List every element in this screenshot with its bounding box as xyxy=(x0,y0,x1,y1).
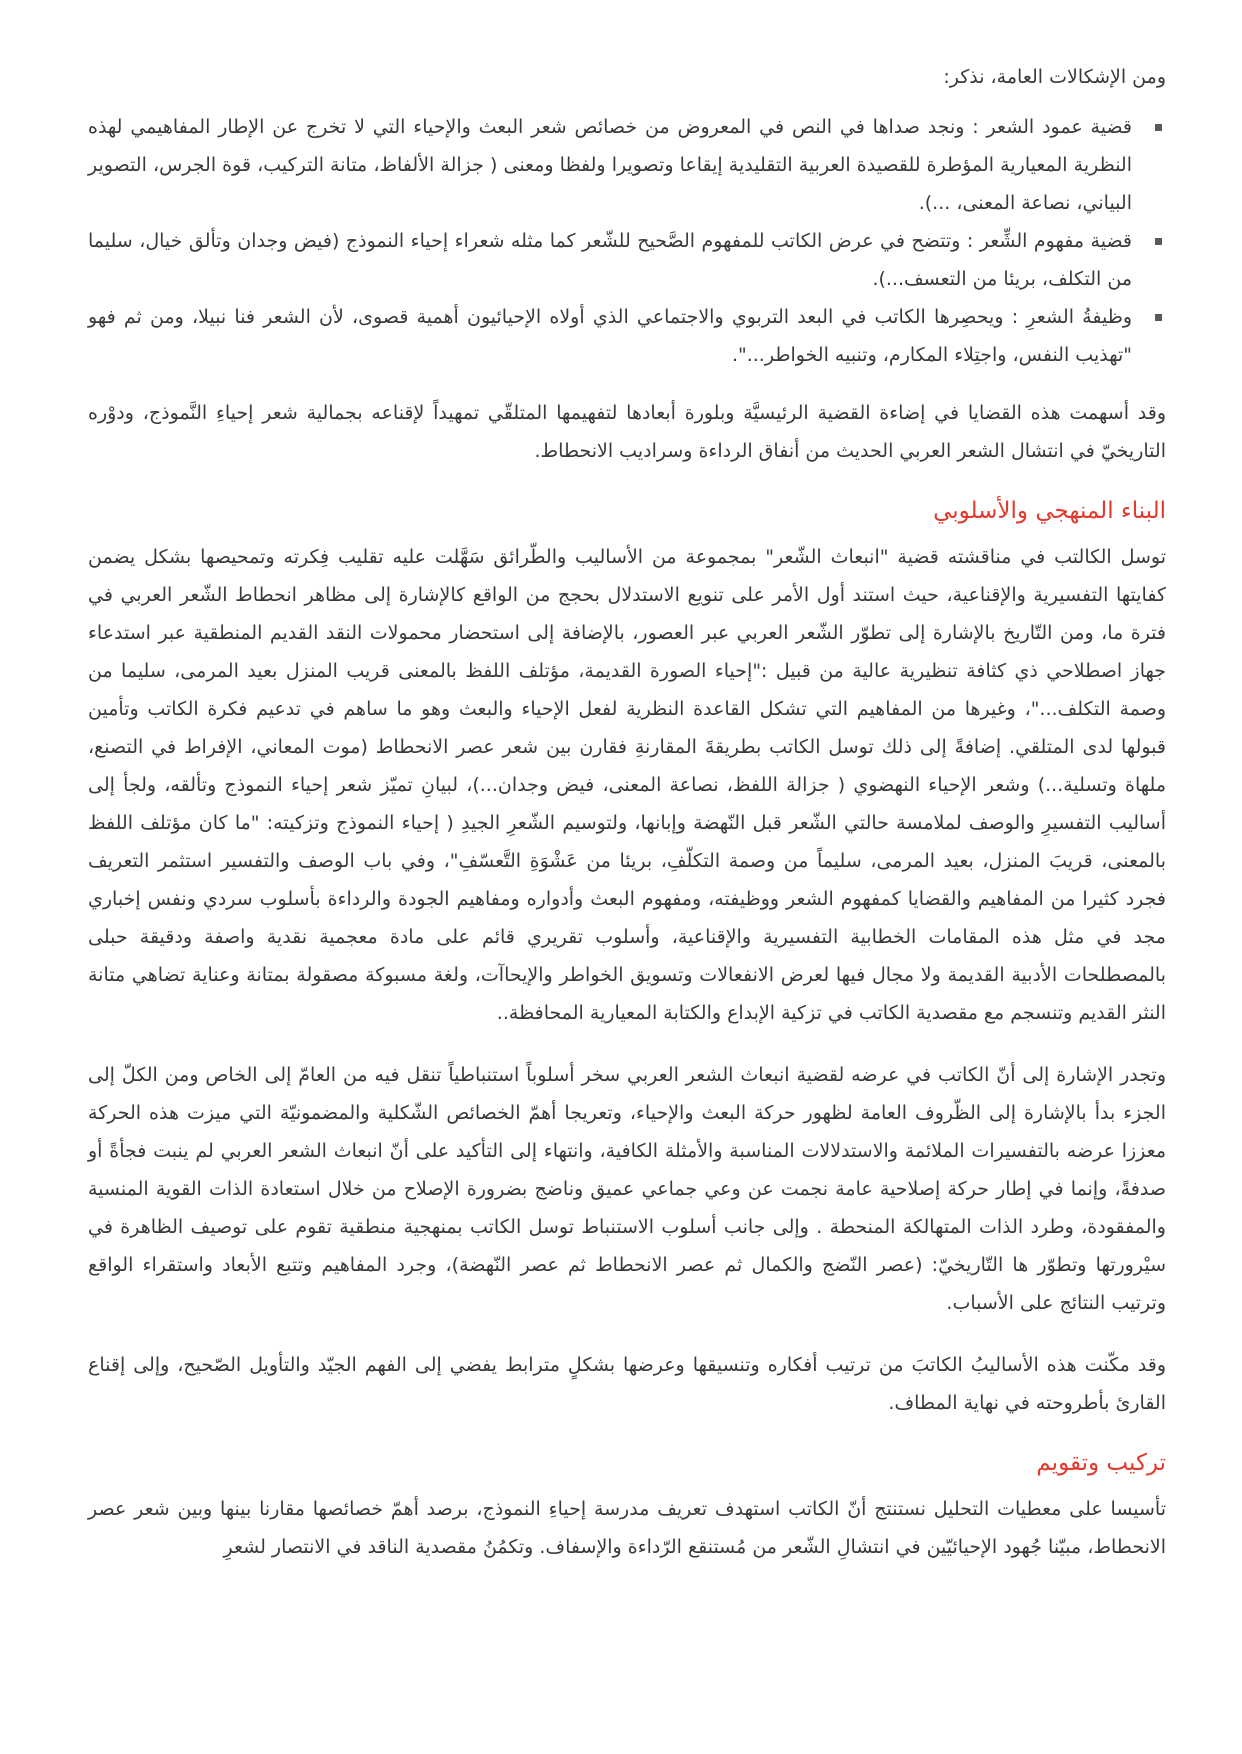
issue-text: وظيفةُ الشعرِ : ويحصِرها الكاتب في البعد التربوي والاجتماعي الذي أولاه الإحيائيون أهمية قصوى، لأن الشعر فنا نبيلا، ومن ثم فهو "تهذيب النفس، واجتِلاء المكارم، وتنبيه الخواطر...". xyxy=(88,306,1132,366)
list-item xyxy=(88,222,1166,298)
section-heading-methodology: البناء المنهجي والأسلوبي xyxy=(933,498,1166,524)
document-page xyxy=(88,58,1166,1566)
section-heading-synthesis: تركيب وتقويم xyxy=(1036,1450,1166,1476)
methodology-paragraph-3: وقد مكّنت هذه الأساليبُ الكاتبَ من ترتيب أفكاره وتنسيقها وعرضها بشكلٍ مترابط يفضي إلى الفهم الجيّد والتأويل الصّحيح، وإلى إقناع القارئ بأطروحته في نهاية المطاف. xyxy=(88,1354,1166,1414)
square-bullet-icon xyxy=(1155,124,1162,131)
issue-text: قضية مفهوم الشِّعر : وتتضح في عرض الكاتب للمفهوم الصَّحيح للشّعر كما مثله شعراء إحياء النموذج (فيض وجدان وتألق خيال، سليما من التكلف، بريئا من التعسف...). xyxy=(88,230,1132,290)
issue-text: قضية عمود الشعر : ونجد صداها في النص في المعروض من خصائص شعر البعث والإحياء التي لا تخرج عن الإطار المفاهيمي لهذه النظرية المعيارية المؤطرة للقصيدة العربية التقليدية إيقاعا وتصويرا ولفظا ومعنى ( جزالة الألفاظ، متانة التركيب، قوة الجرس، التصوير البياني، نصاعة المعنى، ...). xyxy=(88,116,1132,214)
methodology-paragraph-1: توسل الكالتب في مناقشته قضية "انبعاث الشّعر" بمجموعة من الأساليب والطّرائق سَهَّلت عليه تقليب فِكرته وتمحيصها بشكل يضمن كفايتها التفسيرية والإقناعية، حيث استند أول الأمر على تنويع الاستدلال بحجج من الواقع كالإشارة إلى مظاهر انحطاط الشّعر العربي في فترة ما، ومن التّاريخ بالإشارة إلى تطوّر الشّعر العربي عبر العصور، بالإضافة إلى استحضار محمولات النقد القديم المنطقية عبر استدعاء جهاز اصطلاحي ذي كثافة تنظيرية عالية من قبيل :"إحياء الصورة القديمة، مؤتلف اللفظ بالمعنى قريب المنزل بعيد المرمى، سليما من وصمة التكلف..."، وغيرها من المفاهيم التي تشكل القاعدة النظرية لفعل الإحياء والبعث وهو ما ساهم في تدعيم فكرة الكاتب وتأمين قبولها لدى المتلقي. إضافةً إلى ذلك توسل الكاتب بطريقةَ المقارنةِ فقارن بين شعر عصر الانحطاط (موت المعاني، الإفراط في التصنع، ملهاة وتسلية...) وشعر الإحياء النهضوي ( جزالة اللفظ، نصاعة المعنى، فيض وجدان...)، لبيانِ تميّز شعر إحياء النموذج وتألقه، ولجأ إلى أساليب التفسيرِ والوصف لملامسة حالتي الشّعر قبل النّهضة وإبانها، ولتوسيم الشّعرِ الجيدِ ( إحياء النموذج وتزكيته: "ما كان مؤتلف اللفظ بالمعنى، قريبَ المنزل، بعيد المرمى، سليماً من وصمة التكلّفِ، بريئا من عَشْوَةِ التَّعسّفِ"، وفي باب الوصف والتفسير استثمر التعريف فجرد كثيرا من المفاهيم والقضايا كمفهوم الشعر ووظيفته، ومفهوم البعث وأدواره ومفاهيم الجودة والرداءة بأسلوب سردي ونفس إخباري مجد في مثل هذه المقامات الخطابية التفسيرية والإقناعية، وأسلوب تقريري قائم على مادة معجمية نقدية واصفة ودقيقة حبلى بالمصطلحات الأدبية القديمة ولا مجال فيها لعرض الانفعالات وتسويق الخواطر والإيحاآت، ولغة مسبوكة مصقولة بمتانة وعناية تضاهي متانة النثر القديم وتنسجم مع مقصدية الكاتب في تزكية الإبداع والكتابة المعيارية المحافظة.. xyxy=(88,546,1166,1024)
square-bullet-icon xyxy=(1155,238,1162,245)
intro-text: ومن الإشكالات العامة، نذكر: xyxy=(943,66,1166,88)
list-item xyxy=(88,298,1166,374)
square-bullet-icon xyxy=(1155,314,1162,321)
methodology-paragraph-2: وتجدر الإشارة إلى أنّ الكاتب في عرضه لقضية انبعاث الشعر العربي سخر أسلوباً استنباطياً تنقل فيه من العامّ إلى الخاص ومن الكلّ إلى الجزء بدأ بالإشارة إلى الظّروف العامة لظهور حركة البعث والإحياء، وتعريجا أهمّ الخصائص الشّكلية والمضمونيّة التي ميزت هذه الحركة معززا عرضه بالتفسيرات الملائمة والاستدلالات المناسبة والأمثلة الكافية، وانتهاء إلى التأكيد على أنّ انبعاث الشعر العربي لم ينبت فجأةً أو صدفةً، وإنما في إطار حركة إصلاحية عامة نجمت عن وعي جماعي عميق وناضج بضرورة الإصلاح من خلال استعادة الذات القوية المنسية والمفقودة، وطرد الذات المتهالكة المنحطة . وإلى جانب أسلوب الاستنباط توسل الكاتب بمنهجية منطقية تقوم على توصيف الظاهرة في سيْرورتها وتطوّر ها التّاريخيّ: (عصر النّضج والكمال ثم عصر الانحطاط ثم عصر النّهضة)، وجرد المفاهيم وتتبع الأبعاد واستقراء الواقع وترتيب النتائج على الأسباب. xyxy=(88,1064,1166,1314)
list-item xyxy=(88,108,1166,222)
issues-summary-paragraph: وقد أسهمت هذه القضايا في إضاءة القضية الرئيسيَّة وبلورة أبعادها لتفهيمها المتلقّي تمهيداً لإقناعه بجمالية شعر إحياءِ النَّموذج، ودوْره التاريخيّ في انتشال الشعر العربي الحديث من أنفاق الرداءة وسراديب الانحطاط. xyxy=(88,402,1166,462)
synthesis-paragraph: تأسيسا على معطيات التحليل نستنتج أنّ الكاتب استهدف تعريف مدرسة إحياءِ النموذج، برصد أهمّ خصائصها مقارنا بينها وبين شعر عصر الانحطاط، مبيّنا جُهود الإحيائيّين في انتشالِ الشّعر من مُستنقع الرّداءة والإسفاف. وتكمُنُ مقصدية الناقد في الانتصار لشعرِ xyxy=(88,1498,1166,1558)
issues-list xyxy=(88,108,1166,374)
